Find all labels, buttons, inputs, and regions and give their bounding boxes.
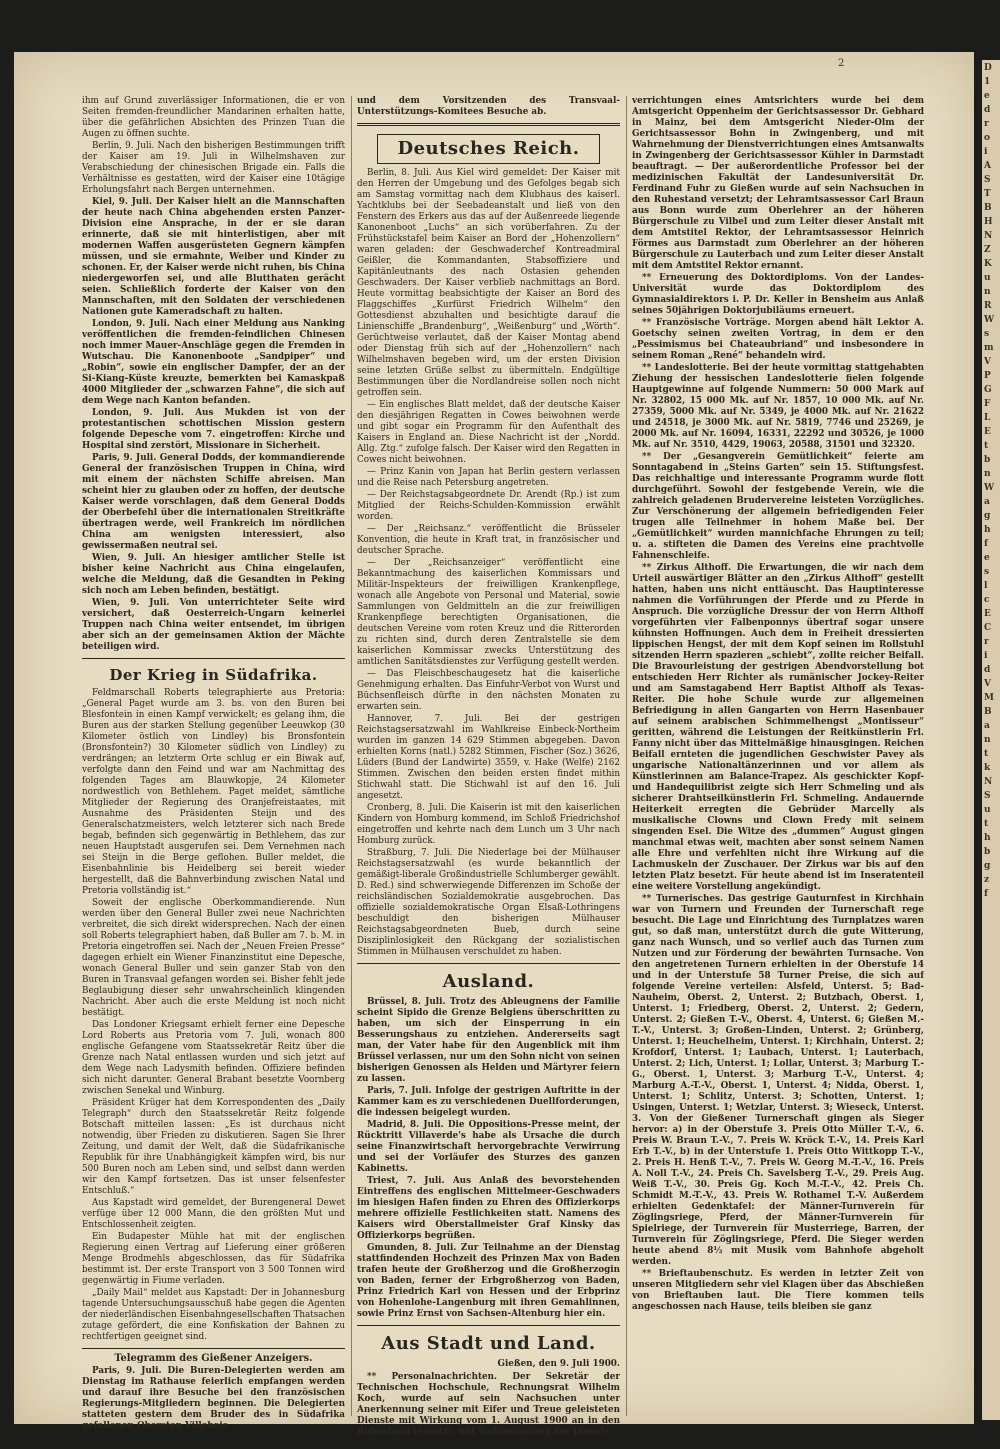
section-rule [357,1325,620,1326]
edge-letter: i [984,651,988,661]
adjacent-page-edge [982,60,1000,1420]
edge-letter: D [984,63,992,73]
article-text: Das Londoner Kriegsamt erhielt ferner eine Depesche Lord Roberts aus Pretoria vom 7. Juli, wonach 800 englische Gefangene vom Staatssekretär Reitz über die Grenze nach Natal entlassen wurden und sich jetzt auf dem Wege nach Ladysmith befinden. Offiziere befinden sich nicht darunter. General Brabant besetzte Voornberg zwischen Senekal und Winburg. [82,1020,345,1096]
edge-letter: K [984,259,992,269]
edge-letter: T [984,189,991,199]
edge-letter: z [984,875,990,885]
edge-letter: Z [984,245,991,255]
edge-letter: u [984,805,991,815]
edge-letter: A [984,161,991,171]
page-marker: 2 [838,58,845,69]
section-heading-stadt-land: Aus Stadt und Land. [381,1333,596,1354]
edge-letter: s [984,329,990,339]
edge-letter: n [984,469,991,479]
edge-letter: h [984,833,991,843]
edge-letter: C [984,623,992,633]
article-text: London, 9. Juli. Aus Mukden ist von der protestantischen schottischen Mission gestern folgende Depesche vom 7. eingetroffen: Kirche und Hospital sind zerstört, Missionare in Sicherheit. [82,408,345,451]
dateline: Gießen, den 9. Juli 1900. [497,1359,620,1369]
article-text: Präsident Krüger hat dem Korrespondenten des „Daily Telegraph“ durch den Staatssekretär Reitz folgende Botschaft mitteilen lassen: „Es ist durchaus nicht notwendig, über Frieden zu diskutieren. Sagen Sie Ihrer Zeitung, und damit der Welt, daß die Südafrikanische Republik für ihre Unabhängigkeit kämpfen wird, bis nur 500 Buren noch am Leben sind, und selbst dann werden wir den Kampf fortsetzen. Das ist unser felsenfester Entschluß.“ [82,1098,345,1196]
edge-letter: n [984,287,991,297]
article-text: Paris, 7. Juli. Infolge der gestrigen Auftritte in der Kammer kam es zu verschiedenen Duellforderungen, die indessen beigelegt wurden. [357,1086,620,1118]
edge-letter: F [984,399,991,409]
column-1 [82,96,345,1436]
article-text: und dem Vorsitzenden des Transvaal-Unterstützungs-Komitees Besuche ab. [357,96,620,117]
section-heading-ausland: Ausland. [442,971,535,992]
edge-letter: L [984,413,991,423]
edge-letter: N [984,231,993,241]
edge-letter: e [984,553,990,563]
section-heading-reich: Deutsches Reich. [377,134,600,164]
article-text: Berlin, 8. Juli. Aus Kiel wird gemeldet: Der Kaiser mit den Herren der Umgebung und des Gefolges begab sich am Samstag vormittag nach dem Klubhaus des kaiserl. Yachtklubs bei der Seebadeanstalt und ließ von den Fenstern des Erkers aus das auf der Außenreede liegende Kanonenboot „Luchs“ an sich vorüberfahren. Zu der Frühstückstafel beim Kaiser an Bord der „Hohenzollern“ waren geladen: der Geschwaderchef Kontreadmiral Geißler, die Kommandanten, Stabsoffiziere und Kapitänleutnants des nach Ostasien gehenden Geschwaders. Der Kaiser verblieb nachmittags an Bord. Heute vormittag beabsichtigte der Kaiser an Bord des Flaggschiffes „Kurfürst Friedrich Wilhelm“ den Gottesdienst abzuhalten und besichtigte darauf die Linienschiffe „Brandenburg“, „Weißenburg“ und „Wörth“. Gerüchtweise verlautet, daß der Kaiser Montag abend oder Dienstag früh sich auf der „Hohenzollern“ nach Wilhelmshaven begeben wird, um der ersten Division seine letzten Grüße selbst zu übermitteln. Endgültige Bestimmungen über die Nordlandreise sollen noch nicht getroffen sein. [357,168,620,398]
edge-letter: k [984,763,991,773]
article-text: Ein Budapester Mühle hat mit der englischen Regierung einen Vertrag auf Lieferung einer größeren Menge Brodmehls abgeschlossen, das für Südafrika bestimmt ist. Der erste Transport von 3 500 Tonnen wird gegenwärtig in Fiume verladen. [82,1232,345,1286]
edge-letter: f [984,889,988,899]
edge-letter: c [984,595,990,605]
article-text: — Das Fleischbeschaugesetz hat die kaiserliche Genehmigung erhalten. Das Einfuhr-Verbot von Wurst und Büchsenfleisch dürfte in den nächsten Monaten zu erwarten sein. [357,669,620,712]
edge-letter: g [984,511,991,521]
article-text: ihm auf Grund zuverlässiger Informationen, die er von Seiten fremden-freundlicher Mandarinen erhalten hatte, über die gefährlichen Absichten des Prinzen Tuan die Augen zu öffnen suchte. [82,96,345,139]
edge-letter: n [984,735,991,745]
edge-letter: b [984,455,991,465]
article-text: ** Französische Vorträge. Morgen abend hält Lektor A. Goetschy seinen zweiten Vortrag, in dem er den „Pessimismus bei Chateaubriand“ und insbesondere in seinem Roman „René“ behandeln wird. [632,318,924,361]
section-heading-krieg: Der Krieg in Südafrika. [109,666,318,684]
edge-letter: R [984,301,992,311]
edge-letter: 1 [984,77,991,87]
article-text: Wien, 9. Juli. Von unterrichteter Seite wird versichert, daß Oesterreich-Ungarn keinerlei Truppen nach China weiter entsendet, im übrigen aber sich an der gemeinsamen Aktion der Mächte beteiligen wird. [82,598,345,652]
edge-letter: i [984,147,988,157]
article-text: Paris, 9. Juli. General Dodds, der kommandierende General der französischen Truppen in China, wird mit einem der nächsten Schiffe abreisen. Man scheint hier zu glauben oder zu hoffen, der deutsche Kaiser werde vorschlagen, daß dem General Dodds der Oberbefehl über die internationalen Streitkräfte übertragen werde, weil Frankreich im nördlichen China am wenigsten interessiert, also gewissermaßen neutral sei. [82,453,345,551]
edge-letter: s [984,567,990,577]
article-text: Madrid, 8. Juli. Die Oppositions-Presse meint, der Rücktritt Villaverde's habe als Ursache die durch seine Finanzwirtschaft hervorgebrachte Verwirrung und sei der Vorläufer des Sturzes des ganzen Kabinetts. [357,1120,620,1174]
article-text: — Prinz Kanin von Japan hat Berlin gestern verlassen und die Reise nach Petersburg angetreten. [357,467,620,488]
article-text: — Ein englisches Blatt meldet, daß der deutsche Kaiser den diesjährigen Regatten in Cowes beiwohnen werde und gibt sogar ein Programm für den Aufenthalt des Kaisers in England an. Diese Nachricht ist der „Nordd. Allg. Ztg.“ zufolge falsch. Der Kaiser wird den Regatten in Cowes nicht beiwohnen. [357,400,620,465]
column-3 [632,96,924,1436]
edge-letter: a [984,721,990,731]
edge-letter: m [984,343,994,353]
edge-letter: o [984,133,991,143]
edge-letter: B [984,203,992,213]
edge-letter: t [984,749,989,759]
article-text: ** Brieftaubenschutz. Es werden in letzter Zeit von unseren Mitgliedern sehr viel Klagen über das Abschießen von Brieftauben laut. Die Tiere kommen teils angeschossen nach Hause, teils bleiben sie ganz [632,1269,924,1312]
section-rule [357,123,620,126]
edge-letter: d [984,105,991,115]
column-2 [357,96,620,1436]
article-text: Triest, 7. Juli. Aus Anlaß des bevorstehenden Eintreffens des englischen Mittelmeer-Geschwaders im hiesigen Hafen finden zu Ehren des Offizierkorps mehrere offizielle Festlichkeiten statt. Namens des Kaisers wird Oberstallmeister Graf Kinsky das Offizierkorps begrüßen. [357,1176,620,1241]
article-text: ** Personalnachrichten. Der Sekretär der Technischen Hochschule, Rechnungsrat Wilhelm Koch, wurde auf sein Nachsuchen unter Anerkennung seiner mit Eifer und Treue geleisteten Dienste mit Wirkung vom 1. August 1900 an in den Ruhestand versetzt; mit Wahrnehmung der Dienst- [357,1372,620,1436]
section-heading-telegramm: Telegramm des Gießener Anzeigers. [114,1353,313,1364]
edge-letter: B [984,707,992,717]
article-text: verrichtungen eines Amtsrichters wurde bei dem Amtsgericht Oppenheim der Gerichtsassessor Dr. Gebhard in Mainz, bei dem Amtsgericht Nieder-Olm der Gerichtsassessor Bohn in Zwingenberg, und mit Wahrnehmung der Dienstverrichtungen eines Amtsanwalts in Zwingenberg der Gerichtsassessor Kühler in Darmstadt beauftragt. — Der außerordentliche Professor bei der medizinischen Fakultät der Landesuniversität Dr. Ferdinand Fuhr zu Gießen wurde auf sein Nachsuchen in den Ruhestand versetzt; der Lehramtsassessor Carl Braun aus Bonn wurde zum Oberlehrer an der höheren Bürgerschule zu Vilbel und zum Leiter dieser Anstalt mit dem Amtstitel Rektor, der Lehramtsassessor Heinrich Förmes aus Darmstadt zum Oberlehrer an der höheren Bürgerschule zu Lauterbach und zum Leiter dieser Anstalt mit dem Amtstitel Rektor ernannt. [632,96,924,271]
section-rule [82,1348,345,1349]
edge-letter: G [984,385,992,395]
article-text: London, 9. Juli. Nach einer Meldung aus Nanking veröffentlichen die fremden-feindlichen Chinesen noch immer Mauer-Anschläge gegen die Fremden in Wutschau. Die Kanonenboote „Sandpiper“ und „Robin“, sowie ein englischer Dampfer, der an der Si-Kiang-Küste kreuzte, bemerkten bei Kamaskpaß 4000 Mitglieder der „schwarzen Fahne“, die sich auf dem Wege nach Kanton befanden. [82,319,345,406]
article-text: Soweit der englische Oberkommandierende. Nun werden über den General Buller zwei neue Nachrichten verbreitet, die sich direkt widersprechen. Nach der einen soll Roberts telegraphiert haben, daß Buller am 7. b. M. in Pretoria eingetroffen sei. Nach der „Neuen Freien Presse“ dagegen erhielt ein Wiener Finanzinstitut eine Depesche, wonach General Buller und sein ganzer Stab von den Buren in Transvaal gefangen worden sei. Bisher fehlt jede Beglaubigung dieser sehr unwahrscheinlich klingenden Nachricht. Aber auch die erste Meldung ist noch nicht bestätigt. [82,898,345,1018]
edge-letter: b [984,847,991,857]
column-divider [626,96,627,1416]
edge-letter: S [984,175,991,185]
article-text: ** Landeslotterie. Bei der heute vormittag stattgehabten Ziehung der hessischen Landeslotterie fielen folgende Hauptgewinne auf folgende Nummern: 50 000 Mark auf Nr. 32802, 15 000 Mk. auf Nr. 1857, 10 000 Mk. auf Nr. 27359, 5000 Mk. auf Nr. 5349, je 4000 Mk. auf Nr. 21622 und 24518, je 3000 Mk. auf Nr. 5819, 7746 und 25269, je 2000 Mk. auf Nr. 16094, 16331, 22292 und 30526, je 1000 Mk. auf Nr. 3510, 4429, 19063, 20588, 31501 und 32320. [632,363,924,450]
edge-letter: h [984,525,991,535]
article-text: Kiel, 9. Juli. Der Kaiser hielt an die Mannschaften der heute nach China abgehenden ersten Panzer-Division eine Ansprache, in der er sie daran erinnerte, daß sie mit hinterlistigen, aber mit modernen Waffen ausgerüsteten Gegnern kämpfen müssen, und sie ermahnte, Weiber und Kinder zu schonen. Er, der Kaiser werde nicht ruhen, bis China niedergeworfen sei, und alle Blutthaten gerächt seien. Schließlich forderte der Kaiser von den Mannschaften, mit den Soldaten der verschiedenen Nationen gute Kameradschaft zu halten. [82,197,345,317]
article-text: ** Turnerisches. Das gestrige Gauturnfest in Kirchhain war von Turnern und Freunden der Turnerschaft rege besucht. Die Lage und Einrichtung des Turnplatzes waren gut, so daß man, unterstützt durch die gute Witterung, ganz nach Wunsch, und so verlief auch das Turnen zum Nutzen und zur Förderung der bewährten Turnsache. Von den angetretenen Turnern erhielten in der Oberstufe 14 und in der Unterstufe 58 Turner Preise, die sich auf folgende Vereine verteilen: Alsfeld, Unterst. 5; Bad-Nauheim, Oberst. 2, Unterst. 2; Butzbach, Oberst. 1, Unterst. 1; Friedberg, Oberst. 2, Unterst. 2; Gedern, Unterst. 2; Gießen T.-V., Oberst. 4, Unterst. 6; Gießen M.-T.-V., Unterst. 3; Großen-Linden, Unterst. 2; Grünberg, Unterst. 1; Heuchelheim, Unterst. 1; Kirchhain, Unterst. 2; Krofdorf, Unterst. 1; Laubach, Unterst. 1; Lauterbach, Unterst. 2; Lich, Unterst. 1; Lollar, Unterst. 3; Marburg T.-G., Oberst. 1, Unterst. 3; Marburg T.-V., Unterst. 4; Marburg A.-T.-V., Oberst. 1, Unterst. 4; Nidda, Oberst. 1, Unterst. 1; Schlitz, Unterst. 3; Schotten, Unterst. 1; Usingen, Unterst. 1; Wetzlar, Unterst. 3; Wieseck, Unterst. 3. Von der Gießener Turnerschaft gingen als Sieger hervor: a) in der Oberstufe 3. Preis Otto Müller T.-V., 6. Preis W. Braun T.-V., 7. Preis W. Kröck T.-V., 14. Preis Karl Erb T.-V., b) in der Unterstufe 1. Preis Otto Wittkopp T.-V., 2. Preis H. Henß T.-V., 7. Preis W. Georg M.-T.-V., 16. Preis A. Noll T.-V., 24. Preis Ch. Savelsberg T.-V., 29. Preis Aug. Weiß T.-V., 30. Preis Gg. Koch M.-T.-V., 42. Preis Ch. Schmidt M.-T.-V., 43. Preis W. Rothamel T.-V. Außerdem erhielten Gedenktafel: der Männer-Turnverein für Zöglingsriege, Pferd, der Männer-Turnverein für Spielriege, der Turnverein für Musterriege, Barren, der Turnverein für Zöglingsriege, Pferd. Die Sieger werden heute abend 8½ mit Musik vom Bahnhofe abgeholt werden. [632,894,924,1267]
edge-letter: S [984,791,991,801]
edge-letter: t [984,819,989,829]
edge-letter: P [984,371,991,381]
column-divider [351,96,352,1416]
section-rule [82,658,345,659]
edge-letter: e [984,91,990,101]
edge-letter: E [984,427,991,437]
article-text: — Der „Reichsanzeiger“ veröffentlicht eine Bekanntmachung des kaiserlichen Kommissars und Militär-Inspekteurs der freiwilligen Krankenpflege, wonach alle Angebote von Personal und Material, sowie Sammlungen von Geldmitteln an die zur freiwilligen Krankenpflege berechtigten Organisationen, die deutschen Vereine vom roten Kreuz und die Ritterorden zu richten sind, durch deren Zentralstelle sie dem kaiserlichen Kommissar zwecks Unterstützung des amtlichen Sanitätsdienstes zur Verfügung gestellt werden. [357,558,620,667]
article-text: Hannover, 7. Juli. Bei der gestrigen Reichstagsersatzwahl im Wahlkreise Einbeck-Northeim wurden im ganzen 14 629 Stimmen abgegeben. Davon erhielten Korns (natl.) 5282 Stimmen, Fischer (Soz.) 3626, Lüders (Bund der Landwirte) 3559, v. Hake (Welfe) 2162 Stimmen. Zwischen den beiden ersten findet mithin Stichwahl statt. Die Stichwahl ist auf den 16. Juli angesetzt. [357,714,620,801]
edge-letter: r [984,637,989,647]
edge-letter: H [984,217,993,227]
edge-letter: M [984,693,994,703]
article-text: Gmunden, 8. Juli. Zur Teilnahme an der Dienstag stattfindenden Hochzeit des Prinzen Max von Baden trafen heute der Großherzog und die Großherzogin von Baden, ferner der Erbgroßherzog von Baden, Prinz Friedrich Karl von Hessen und der Erbprinz von Hohenlohe-Langenburg mit ihren Gemahlinnen, sowie Prinz Ernst von Sachsen-Altenburg hier ein. [357,1243,620,1319]
article-text: Feldmarschall Roberts telegraphierte aus Pretoria: „General Paget wurde am 3. bs. von den Buren bei Blesfontein in einen Kampf verwickelt; es gelang ihm, die Buren aus der starken Stellung gegenüber Leeuwkop (30 Kilometer östlich von Lindley) bis Bronsfontein (Bronsfontein?) 30 Kilometer südlich von Lindley) zu verdrängen; an letzterm Orte schlug er ein Biwak auf, verfolgte dann den Feind und war am Nachmittag des folgenden Tages am Blauwkopje, 24 Kilometer nordwestlich von Bethlehem. Paget meldet, sämtliche Mitglieder der Regierung des Oranjefreistaates, mit Ausnahme des Präsidenten Steijn und des Generalschatzmeisters, welch letzterer sich nach Brede begab, befinden sich gegenwärtig in Bethlehem, das zur neuen Hauptstadt ausgerufen sei. Dem Vernehmen nach sei Steijn in die Berge geflohen. Buller meldet, die Eisenbahnlinie bis Heidelberg sei bereit wieder hergestellt, daß die Bahnverbindung zwischen Natal und Pretoria vollständig ist.“ [82,688,345,896]
edge-letter: r [984,119,989,129]
article-text: ** Zirkus Althoff. Die Erwartungen, die wir nach dem Urteil auswärtiger Blätter an den „Zirkus Althoff“ gestellt hatten, haben uns nicht enttäuscht. Das Hauptinteresse nahmen die Vorführungen der Pferde und zu Pferde in Anspruch. Die vorzügliche Dressur der von Herrn Althoff vorgeführten vier Falbenponnys übertraf sogar unsere kühnsten Hoffnungen. Auch dem in Freiheit dressierten lippischen Hengst, der mit dem Kopf seinen im Rollstuhl sitzenden Herrn spazieren „schiebt“, zollte reicher Beifall. Die Bravourleistung der gestrigen Abendvorstellung bot entschieden Herr Richter als rumänischer Jockey-Reiter und am Samstagabend Herr Baptist Althoff als Texas-Reiter. Die hohe Schule wurde zur allgemeinen Befriedigung in allen Gangarten von Herrn Hasenbauer auf seinem arabischen Schimmelhengst „Montisseur“ geritten, während die Leistungen der Reitkünstlerin Frl. Fanny nicht über das Mittelmäßige hinausgingen. Reichen Beifall ernteten die jugendlichen Geschwister Pavey als ungarische Nationaltänzerinnen und vor allem als Künstlerinnen am Balance-Trapez. Als geschickter Kopf- und Handequilibrist zeigte sich Herr Schmeling und als sicherer Drahtseilkünstlerin Frl. Schmeling. Andauernde Heiterkeit erregten die Gebrüder Marcelly als musikalische Clowns und Clown Fredy mit seinem singenden Esel. Die Witze des „dummen“ August gingen manchmal etwas weit, machten aber sonst seinem Namen alle Ehre und verfehlten nicht ihre Wirkung auf die Lachmuskeln der Zuschauer. Der Zirkus war bis auf den letzten Platz besetzt. Für heute abend ist im Inseratenteil eine weitere Vorstellung angekündigt. [632,563,924,892]
edge-letter: d [984,665,991,675]
article-text: ** Der „Gesangverein Gemütlichkeit“ feierte am Sonntagabend in „Steins Garten“ sein 15. Stiftungsfest. Das reichhaltige und interessante Programm wurde flott durchgeführt. Sowohl der festgebende Verein, wie die zahlreich geladenen Brudervereine leisteten Vorzügliches. Zur Verschönerung der allgemein befriedigenden Feier trugen alle Teilnehmer in hohem Maße bei. Der „Gemütlichkeit“ wurden mannichfache Ehrungen zu teil; u. a. stifteten die Damen des Vereins eine prachtvolle Fahnenschleife. [632,452,924,561]
article-text: — Der „Reichsanz.“ veröffentlicht die Brüsseler Konvention, die heute in Kraft trat, in französischer und deutscher Sprache. [357,524,620,556]
edge-letter: t [984,441,989,451]
article-text: Berlin, 9. Juli. Nach den bisherigen Bestimmungen trifft der Kaiser am 19. Juli in Wilhelmshaven zur Verabschiedung der chinesischen Brigade ein. Falls die Verhältnisse es gestatten, wird der Kaiser eine 10tägige Erholungsfahrt nach Bergen unternehmen. [82,141,345,195]
edge-letter: V [984,357,991,367]
edge-letter: a [984,497,990,507]
article-text: Wien, 9. Juli. An hiesiger amtlicher Stelle ist bisher keine Nachricht aus China eingelaufen, welche die Meldung, daß die Gesandten in Peking sich noch am Leben befinden, bestätigt. [82,553,345,596]
edge-letter: g [984,861,991,871]
article-text: Straßburg, 7. Juli. Die Niederlage bei der Mülhauser Reichstagsersatzwahl (es wurde bekanntlich der gemäßigt-liberale Großindustrielle Schlumberger gewählt. D. Red.) sind schwerwiegende Differenzen im Schoße der reichsländischen Sozialdemokratie ausgebrochen. Das offizielle sozialdemokratische Organ Elsaß-Lothringens beschuldigt den bisherigen Mülhauser Reichstagsabgeordneten Bueb, durch seine Disziplinlosigkeit den Rückgang der sozialistischen Stimmen in Mülhausen verschuldet zu haben. [357,848,620,957]
article-text: Brüssel, 8. Juli. Trotz des Ableugnens der Familie scheint Sipido die Grenze Belgiens überschritten zu haben, um sich der Einsperrung in ein Besserungshaus zu entziehen. Andererseits sagt man, der Vater habe für den Augenblick mit ihm Brüssel verlassen, nur um den Sohn nicht von seinen bisherigen Genossen als Helden und Märtyrer feiern zu lassen. [357,997,620,1084]
article-text: Cronberg, 8. Juli. Die Kaiserin ist mit den kaiserlichen Kindern von Homburg kommend, im Schloß Friedrichshof eingetroffen und kehrte nach dem Lunch um 3 Uhr nach Homburg zurück. [357,803,620,846]
article-text: Aus Kapstadt wird gemeldet, der Burengeneral Dewet verfüge über 12 000 Mann, die den größten Mut und Entschlossenheit zeigten. [82,1198,345,1230]
edge-letter: u [984,273,991,283]
section-rule [357,963,620,964]
edge-letter: V [984,679,991,689]
edge-letter: f [984,539,988,549]
edge-letter: W [984,483,995,493]
edge-letter: W [984,315,995,325]
edge-letter: l [984,581,988,591]
article-text: „Daily Mail“ meldet aus Kapstadt: Der in Johannesburg tagende Untersuchungsausschuß habe gegen die Agenten der niederländischen Eisenbahngesellschaften Thatsachen zutage gefördert, die eine Konfiskation der Bahnen zu rechtfertigen geeignet sind. [82,1288,345,1342]
article-text: ** Erneuerung des Doktordiploms. Von der Landes-Universität wurde das Doktordiplom des Gymnasialdirektors i. P. Dr. Keller in Bensheim aus Anlaß seines 50jährigen Doktorjubiläums erneuert. [632,273,924,316]
edge-letter: E [984,609,991,619]
article-text: — Der Reichstagsabgeordnete Dr. Arendt (Rp.) ist zum Mitglied der Reichs-Schulden-Kommission erwählt worden. [357,490,620,522]
edge-letter: N [984,777,993,787]
article-text: Paris, 9. Juli. Die Buren-Delegierten werden am Dienstag im Rathause feierlich empfangen werden und darauf ihre Besuche bei den französischen Regierungs-Mitgliedern beginnen. Die Delegierten statteten gestern dem Bruder des in Südafrika gefallenen Obersten Villebois [82,1366,345,1431]
